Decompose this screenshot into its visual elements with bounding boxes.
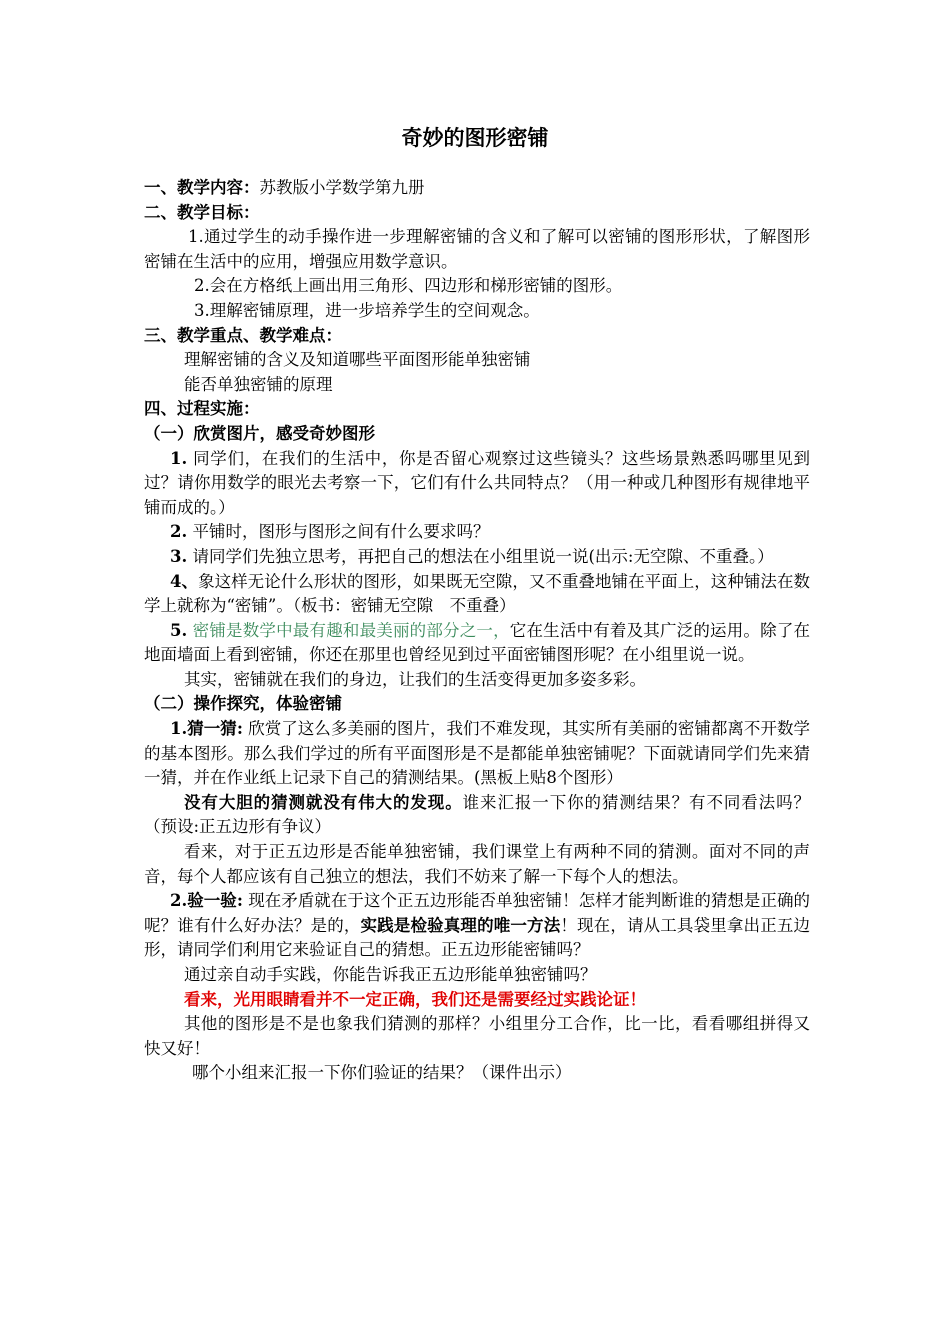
section-content — [144, 176, 810, 201]
bold-quote: 没有大胆的猜测就没有伟大的发现。 — [184, 792, 463, 812]
item-text: 现在矛盾就在于这个正五边形能否单独密铺！怎样才能判断谁的猜想是正确的呢？谁有什么好办法？是的， — [144, 891, 811, 935]
item-number: 3. — [170, 546, 188, 566]
part-heading: （二）操作探究，体验密铺 — [144, 694, 342, 714]
closing-text: 其实，密铺就在我们的身边，让我们的生活变得更加多姿多彩。 — [184, 669, 646, 689]
process-item — [144, 619, 810, 668]
item-text: 它在生活中有着及其广泛的运用。除了在地面墙面上看到密铺，你还在那里也曾经见到过平面密铺图形呢？在小组里说一说。 — [144, 620, 811, 665]
process-item — [144, 717, 810, 791]
section-text: 苏教版小学数学第九册 — [259, 178, 425, 197]
item-label: 2.验一验: — [170, 891, 243, 911]
section-heading: 二、教学目标： — [144, 202, 260, 222]
part-heading: （一）欣赏图片，感受奇妙图形 — [144, 423, 375, 443]
highlight-red-text: 看来，光用眼睛看并不一定正确，我们还是需要经过实践论证！ — [184, 989, 646, 1009]
goal-item: 3.理解密铺原理，进一步培养学生的空间观念。 — [194, 300, 540, 320]
page-title: 奇妙的图形密铺 — [401, 126, 549, 150]
key-point: 能否单独密铺的原理 — [184, 374, 333, 394]
item-text: 请同学们先独立思考，再把自己的想法在小组里说一说(出示:无空隙、不重叠。） — [192, 546, 774, 566]
paragraph: 看来，对于正五边形是否能单独密铺，我们课堂上有两种不同的猜测。面对不同的声音，每个人都应该有自己独立的想法，我们不妨来了解一下每个人的想法。 — [144, 842, 810, 886]
item-text: 象这样无论什么形状的图形，如果既无空隙，又不重叠地铺在平面上，这种铺法在数学上就称为“密铺”。（板书：密铺无空隙 不重叠） — [144, 571, 810, 616]
item-number: 1. — [170, 448, 188, 468]
item-number: 2. — [170, 522, 188, 542]
section-heading: 一、教学内容： — [144, 178, 260, 197]
bold-phrase: 实践是检验真理的唯一方法 — [360, 915, 561, 935]
process-item — [144, 889, 810, 963]
paragraph — [144, 791, 810, 840]
item-text: ！现在，请从工具袋里拿出正五边形，请同学们利用它来验证自己的猜想。正五边形能密铺吗？ — [144, 915, 811, 960]
process-item — [144, 447, 810, 521]
process-item — [144, 545, 810, 570]
item-text: 平铺时，图形与图形之间有什么要求吗？ — [192, 522, 490, 542]
document-body — [144, 176, 810, 1086]
goal-item: 1.通过学生的动手操作进一步理解密铺的含义和了解可以密铺的图形形状，了解图形密铺在生活中的应用，增强应用数学意识。 — [144, 227, 810, 271]
paragraph: 通过亲自动手实践，你能告诉我正五边形能单独密铺吗？ — [184, 965, 597, 984]
item-text: 同学们，在我们的生活中，你是否留心观察过这些镜头？这些场景熟悉吗哪里见到过？请你用数学的眼光去考察一下，它们有什么共同特点？（用一种或几种图形有规律地平铺而成的。） — [144, 448, 811, 517]
goal-item: 2.会在方格纸上画出用三角形、四边形和梯形密铺的图形。 — [194, 276, 623, 296]
section-heading: 三、教学重点、教学难点： — [144, 325, 342, 345]
item-number: 5. — [170, 620, 188, 640]
highlight-green-text: 密铺是数学中最有趣和最美丽的部分之一， — [192, 620, 510, 640]
item-text: 欣赏了这么多美丽的图片，我们不难发现，其实所有美丽的密铺都离不开数学的基本图形。那么我们学过的所有平面图形是不是都能单独密铺呢？下面就请同学们先来猜一猜，并在作业纸上记录下自己的猜测结果。(黑板上贴8个图形） — [144, 719, 811, 788]
process-item — [144, 570, 810, 619]
key-point: 理解密铺的含义及知道哪些平面图形能单独密铺 — [184, 350, 531, 370]
paragraph: 其他的图形是不是也象我们猜测的那样？小组里分工合作，比一比，看看哪组拼得又快又好！ — [144, 1014, 810, 1058]
paragraph-text: 谁来汇报一下你的猜测结果？有不同看法吗？（预设:正五边形有争议） — [144, 792, 811, 837]
item-number: 4、 — [170, 571, 199, 591]
process-item — [144, 520, 810, 545]
paragraph: 哪个小组来汇报一下你们验证的结果？（课件出示） — [192, 1063, 572, 1083]
section-heading: 四、过程实施： — [144, 399, 260, 419]
item-label: 1.猜一猜: — [170, 719, 243, 739]
